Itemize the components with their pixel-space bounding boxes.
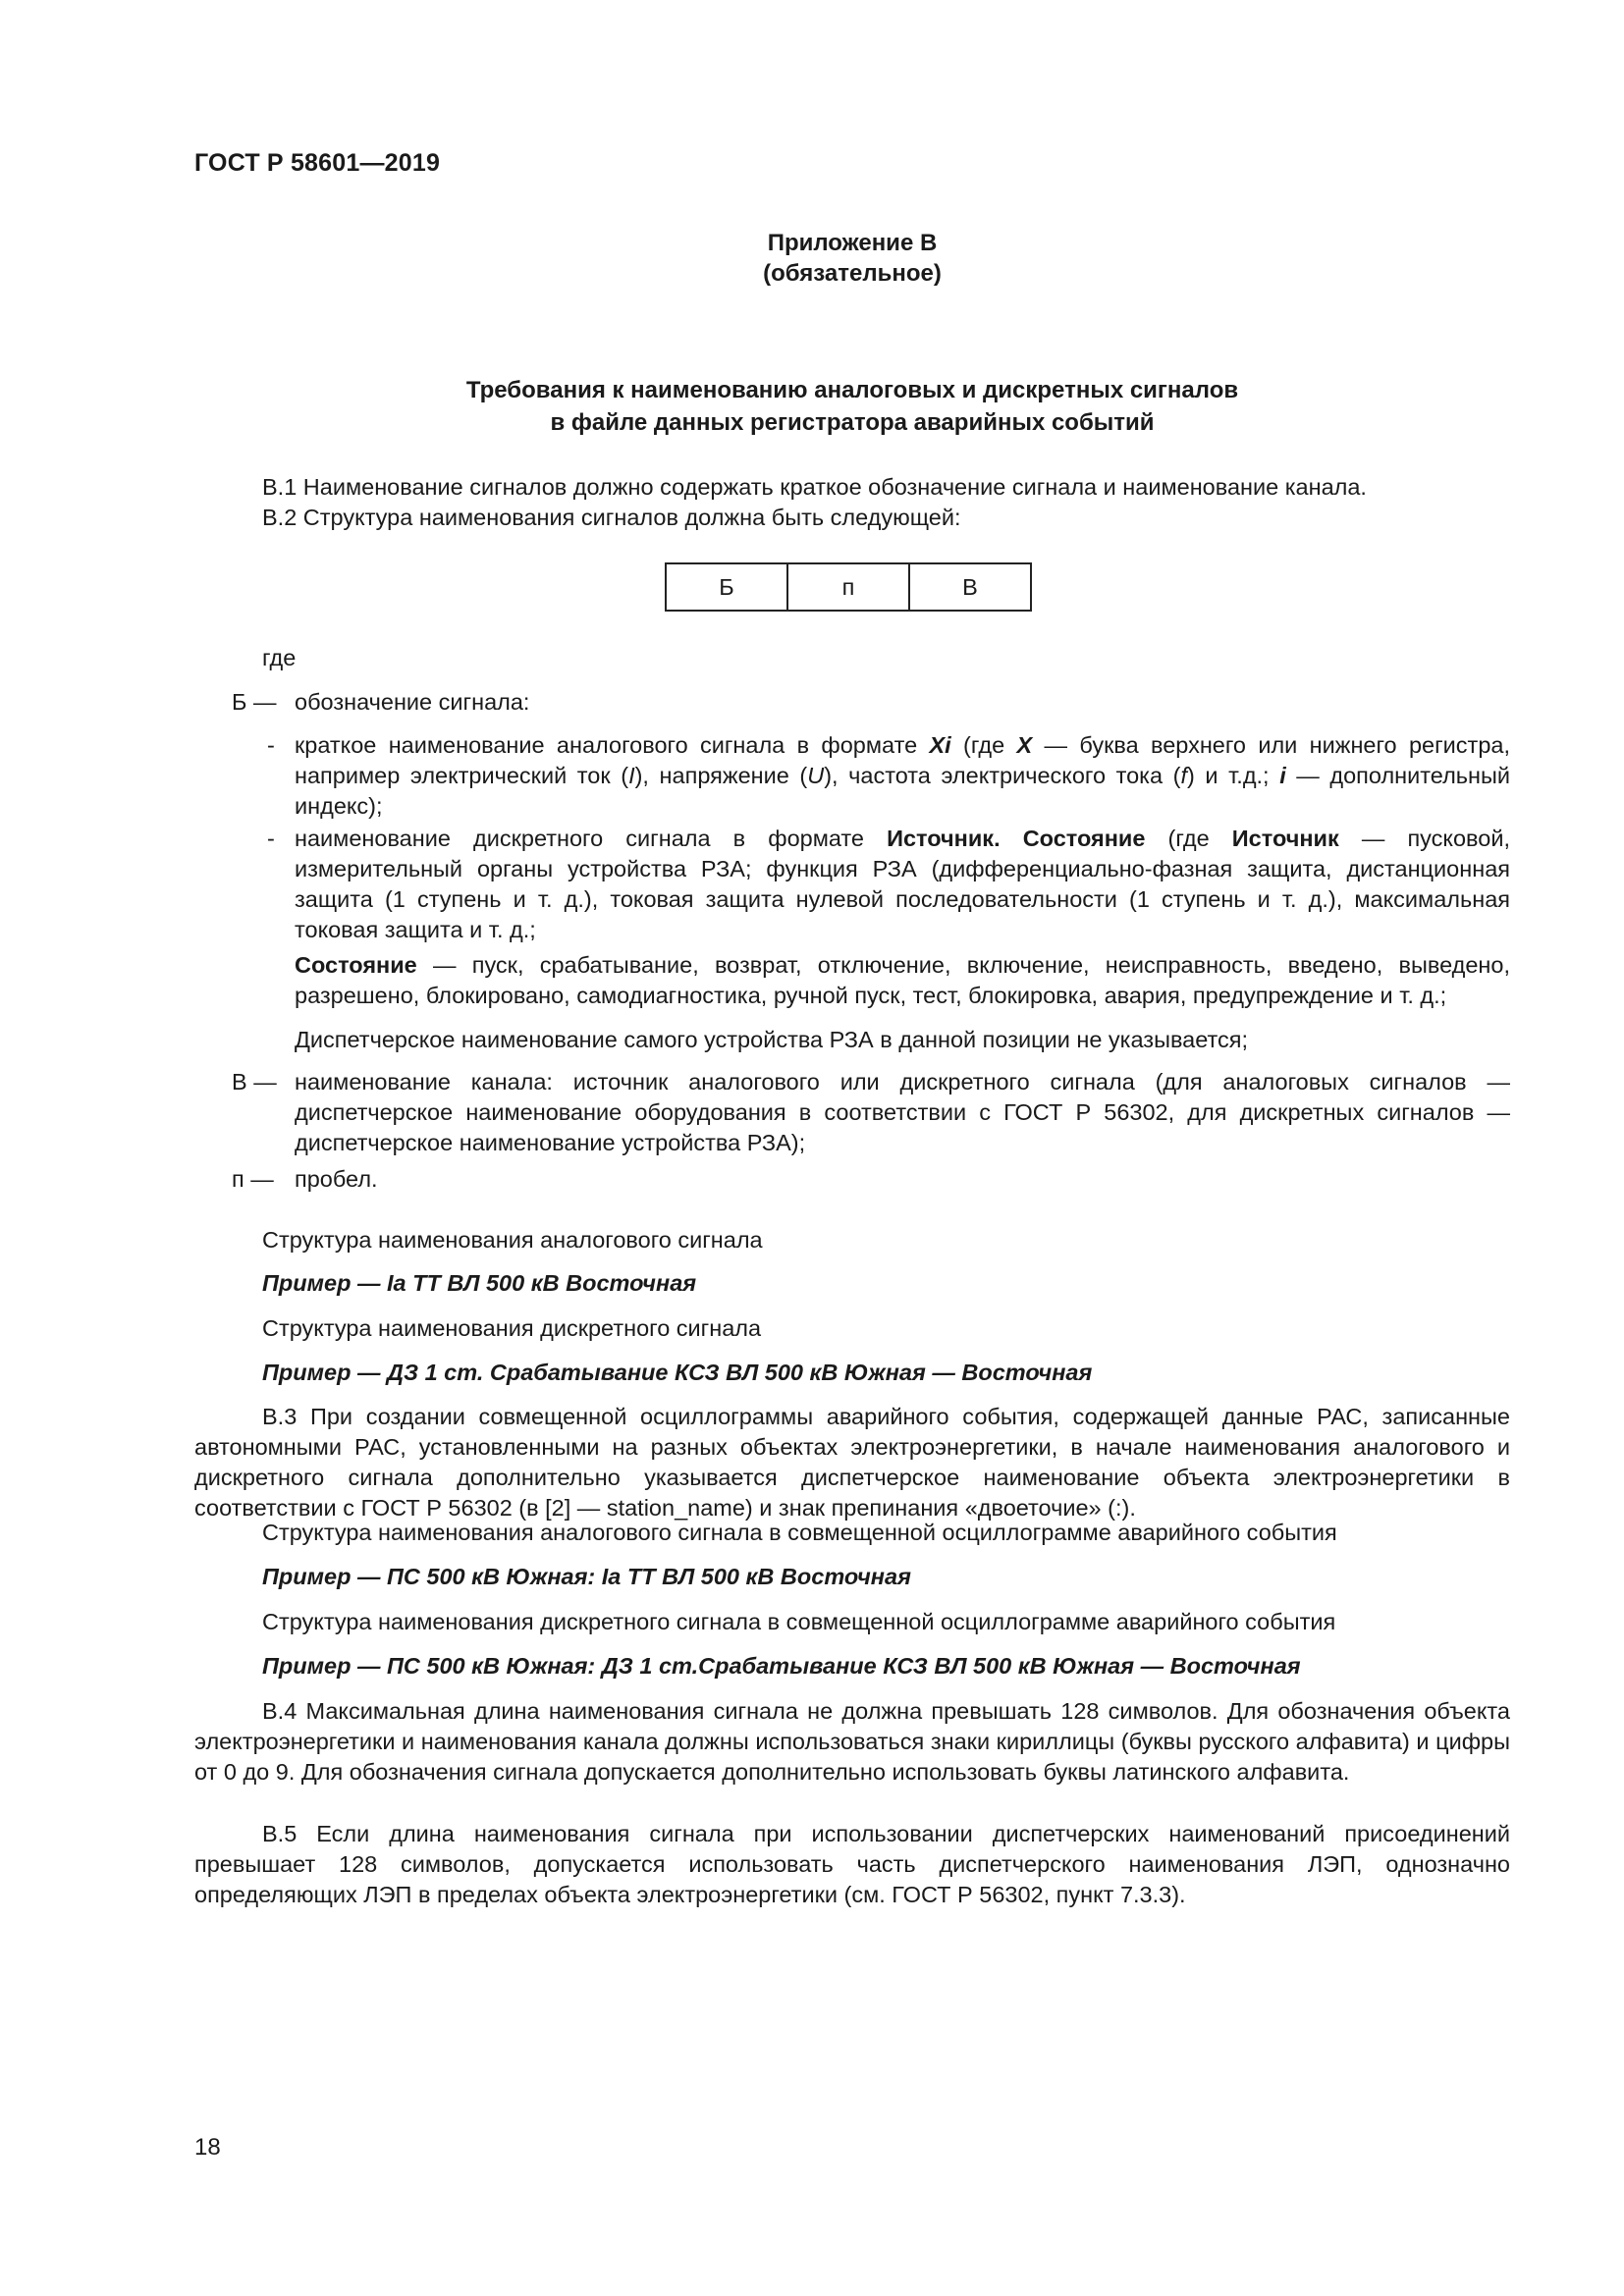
def-b-text: обозначение сигнала: [295,689,530,715]
def-b-dispatcher-note: Диспетчерское наименование самого устройства РЗА в данной позиции не указывается; [295,1027,1249,1052]
page-number: 18 [194,2134,221,2161]
discrete-structure-lead: Структура наименования дискретного сигнала [262,1315,762,1341]
combined-analog-example: Пример — ПС 500 кВ Южная: Ia ТТ ВЛ 500 кВ Восточная [262,1564,911,1589]
analog-example: Пример — Ia ТТ ВЛ 500 кВ Восточная [262,1270,697,1296]
analog-structure-lead: Структура наименования аналогового сигнала [262,1227,763,1253]
def-b-state: Состояние — пуск, срабатывание, возврат, отключение, включение, неисправность, введено, выведено, разрешено, блокировано, самодиагностика, ручной пуск, тест, блокировка, авария, предупреждение и т. д.; [295,952,1510,1008]
paragraph-b3: В.3 При создании совмещенной осциллограммы аварийного события, содержащей данные РАС, записанные автономными РАС, установленными на разных объектах электроэнергетики, в начале наименования аналогового и дискретного сигнала дополнительно указывается диспетчерское наименование объекта электроэнергетики в соответствии с ГОСТ Р 56302 (в [2] — station_name) и знак препинания «двоеточие» (:). [194,1404,1510,1521]
def-p-text: пробел. [295,1166,378,1192]
def-b-item-analog: краткое наименование аналогового сигнала в формате Xi (где X — буква верхнего или нижнего регистра, например электрический ток (I), напряжение (U), частота электрического тока (f) и т.д.; i — дополнительный индекс); [295,732,1511,819]
list-dash: - [267,732,275,758]
paragraph-b5: В.5 Если длина наименования сигнала при использовании диспетчерских наименований присоединений превышает 128 символов, допускается использовать часть диспетчерского наименования ЛЭП, однозначно определяющих ЛЭП в пределах объекта электроэнергетики (см. ГОСТ Р 56302, пункт 7.3.3). [194,1821,1510,1907]
def-v-text: наименование канала: источник аналогового или дискретного сигнала (для аналоговых сигналов — диспетчерское наименование оборудования в соответствии с ГОСТ Р 56302, для дискретных сигналов — диспетчерское наименование устройства РЗА); [295,1069,1510,1155]
combined-analog-lead: Структура наименования аналогового сигнала в совмещенной осциллограмме аварийного события [262,1520,1337,1545]
appendix-status: (обязательное) [763,260,942,287]
combined-discrete-example: Пример — ПС 500 кВ Южная: ДЗ 1 ст.Срабатывание КСЗ ВЛ 500 кВ Южная — Восточная [262,1653,1301,1679]
list-dash: - [267,826,275,851]
structure-cell-b: Б [666,563,787,611]
combined-discrete-lead: Структура наименования дискретного сигнала в совмещенной осциллограмме аварийного события [262,1609,1336,1634]
paragraph-b1: В.1 Наименование сигналов должно содержать краткое обозначение сигнала и наименование канала. [262,474,1367,500]
def-p-term: п — [232,1166,274,1192]
discrete-example: Пример — ДЗ 1 ст. Срабатывание КСЗ ВЛ 500 кВ Южная — Восточная [262,1360,1093,1385]
appendix-title: Приложение В [767,230,938,256]
paragraph-b2: В.2 Структура наименования сигналов должна быть следующей: [262,505,961,530]
section-title-line1: Требования к наименованию аналоговых и дискретных сигналов [465,377,1239,403]
structure-cell-p: п [787,563,909,611]
where-label: где [262,645,297,670]
structure-table [665,562,1032,612]
structure-cell-v: В [909,563,1031,611]
section-title-line2: в файле данных регистратора аварийных событий [550,409,1155,436]
def-b-item-discrete: наименование дискретного сигнала в формате Источник. Состояние (где Источник — пусковой, измерительный органы устройства РЗА; функция РЗА (дифференциально-фазная защита, дистанционная защита (1 ступень и т. д.), токовая защита нулевой последовательности (1 ступень и т. д.), максимальная токовая защита и т. д.; [295,826,1510,942]
def-b-term: Б — [232,689,277,715]
def-v-term: В — [232,1069,277,1095]
standard-header: ГОСТ Р 58601—2019 [194,149,441,177]
paragraph-b4: В.4 Максимальная длина наименования сигнала не должна превышать 128 символов. Для обозначения объекта электроэнергетики и наименования канала должны использоваться знаки кириллицы (буквы русского алфавита) и цифры от 0 до 9. Для обозначения сигнала допускается дополнительно использовать буквы латинского алфавита. [194,1698,1510,1785]
